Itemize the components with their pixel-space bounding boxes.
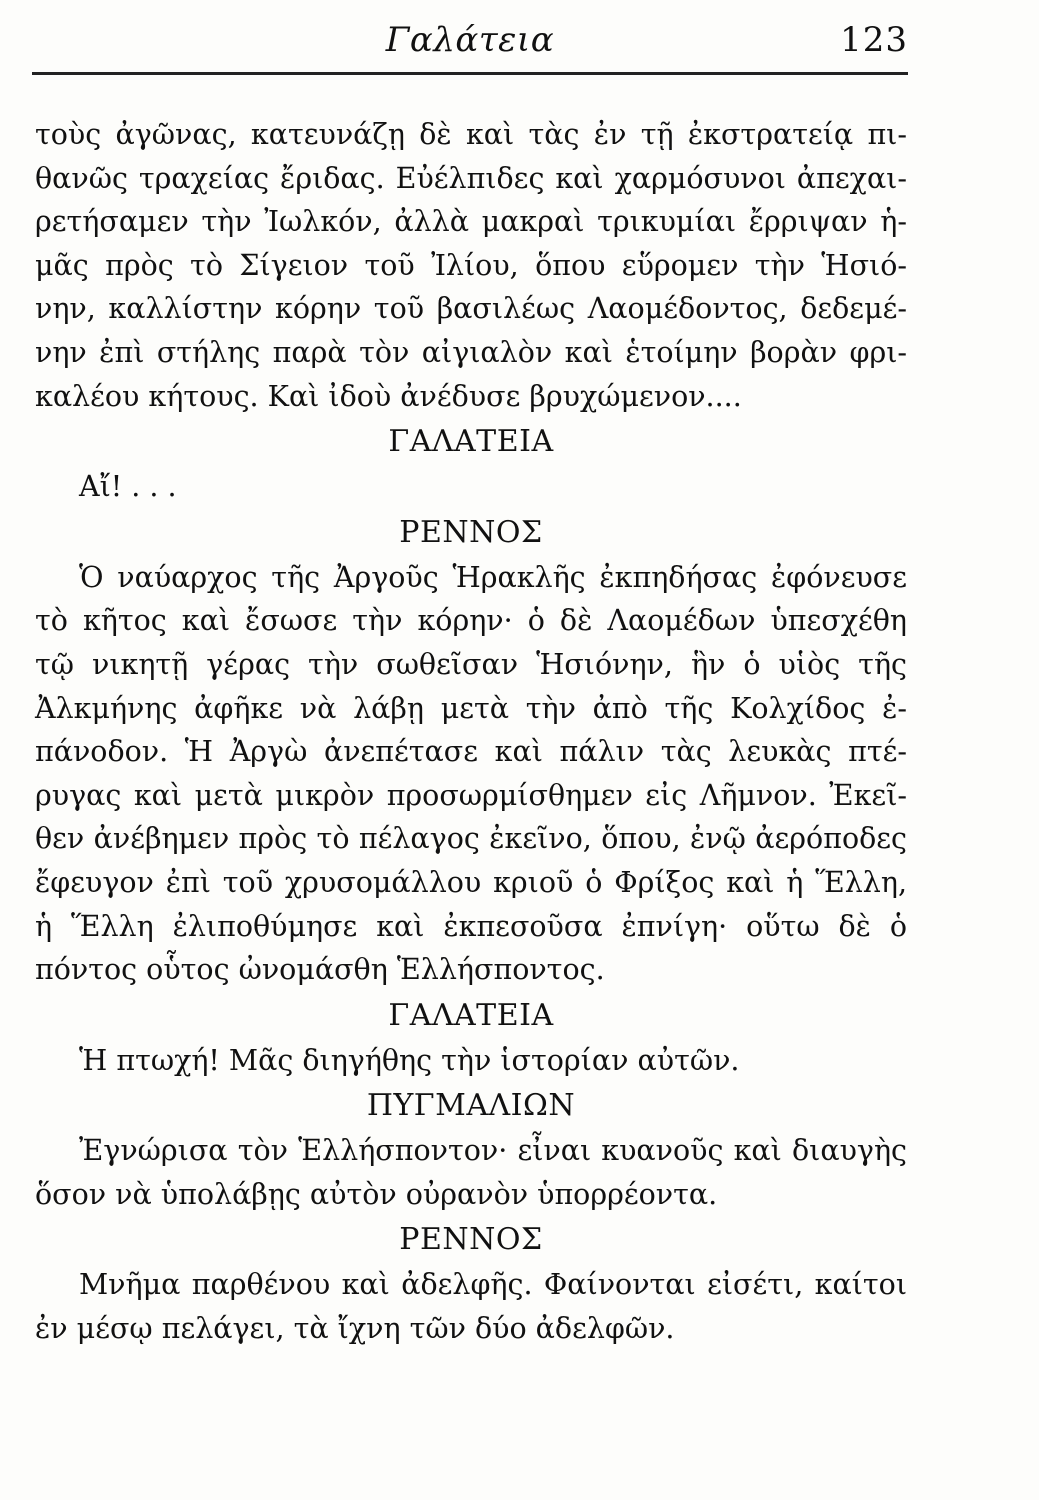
text-line: θανῶς τραχείας ἔριδας. Εὐέλπιδες καὶ χαρμόσυνοι ἀπεχαι- xyxy=(35,161,907,195)
speaker-name: ΡΕΝΝΟΣ xyxy=(399,514,543,550)
body-text xyxy=(35,113,907,1351)
speech-line: πόντος οὗτος ὠνομάσθη Ἑλλήσποντος. xyxy=(35,953,605,987)
speech-line: ἐν μέσῳ πελάγει, τὰ ἴχνη τῶν δύο ἀδελφῶν. xyxy=(35,1312,675,1346)
speech-line: Αἴ! . . . xyxy=(79,470,177,504)
text-line: τοὺς ἀγῶνας, κατευνάζῃ δὲ καὶ τὰς ἐν τῇ ἐκστρατείᾳ πι- xyxy=(35,118,907,151)
text-line: νην, καλλίστην κόρην τοῦ βασιλέως Λαομέδοντος, δεδεμέ- xyxy=(35,292,907,326)
speech-line: Ἀλκμήνης ἀφῆκε νὰ λάβῃ μετὰ τὴν ἀπὸ τῆς Κολχίδος ἐ- xyxy=(35,691,907,725)
speech-line: Μνῆμα παρθένου καὶ ἀδελφῆς. Φαίνονται εἰσέτι, καίτοι xyxy=(79,1268,907,1302)
speech-line: ρυγας καὶ μετὰ μικρὸν προσωρμίσθημεν εἰς Λῆμνον. Ἐκεῖ- xyxy=(35,778,907,812)
speech-line: ὅσον νὰ ὑπολάβῃς αὐτὸν οὐρανὸν ὑπορρέοντα. xyxy=(35,1177,718,1211)
speaker-name: ΠΥΓΜΑΛΙΩΝ xyxy=(366,1088,576,1124)
speech-galateia-2 xyxy=(35,992,907,1083)
speaker-name: ΡΕΝΝΟΣ xyxy=(399,1222,543,1258)
speech-line: Ὁ ναύαρχος τῆς Ἀργοῦς Ἡρακλῆς ἐκπηδήσας ἐφόνευσε xyxy=(79,560,907,594)
text-line: καλέου κήτους. Καὶ ἰδοὺ ἀνέδυσε βρυχώμενον.... xyxy=(35,379,742,413)
page-number: 123 xyxy=(840,20,908,60)
speech-rennos-1 xyxy=(35,509,907,992)
speech-line: Ἡ πτωχή! Μᾶς διηγήθης τὴν ἱστορίαν αὐτῶν. xyxy=(79,1043,740,1077)
speech-pygmalion xyxy=(35,1082,907,1216)
speech-line: πάνοδον. Ἡ Ἀργὼ ἀνεπέτασε καὶ πάλιν τὰς λευκὰς πτέ- xyxy=(35,735,907,769)
text-line: ρετήσαμεν τὴν Ἰωλκόν, ἀλλὰ μακραὶ τρικυμίαι ἔρριψαν ἡ- xyxy=(35,205,907,239)
running-title: Γαλάτεια xyxy=(385,20,555,60)
text-line: νην ἐπὶ στήλης παρὰ τὸν αἰγιαλὸν καὶ ἑτοίμην βορὰν φρι- xyxy=(35,335,907,369)
speech-line: Ἐγνώρισα τὸν Ἑλλήσποντον· εἶναι κυανοῦς καὶ διαυγὴς xyxy=(79,1134,907,1168)
speech-line: τὸ κῆτος καὶ ἔσωσε τὴν κόρην· ὁ δὲ Λαομέδων ὑπεσχέθη xyxy=(35,604,907,638)
speech-rennos-2 xyxy=(35,1216,907,1350)
speaker-name: ΓΑΛΑΤΕΙΑ xyxy=(388,424,554,460)
prose-paragraph xyxy=(35,113,907,418)
speech-line: θεν ἀνέβημεν πρὸς τὸ πέλαγος ἐκεῖνο, ὅπου, ἐνῷ ἀερόποδες xyxy=(35,822,907,856)
speech-line: ἡ Ἕλλη ἐλιποθύμησε καὶ ἐκπεσοῦσα ἐπνίγη· οὕτω δὲ ὁ xyxy=(35,909,907,943)
speech-line: ἔφευγον ἐπὶ τοῦ χρυσομάλλου κριοῦ ὁ Φρίξος καὶ ἡ Ἕλλη, xyxy=(35,865,907,899)
speech-galateia-1 xyxy=(35,418,907,509)
speech-line: τῷ νικητῇ γέρας τὴν σωθεῖσαν Ἡσιόνην, ἣν ὁ υἱὸς τῆς xyxy=(35,647,907,681)
header-rule xyxy=(32,72,908,75)
text-line: μᾶς πρὸς τὸ Σίγειον τοῦ Ἰλίου, ὅπου εὕρομεν τὴν Ἡσιό- xyxy=(35,248,907,282)
speaker-name: ΓΑΛΑΤΕΙΑ xyxy=(388,997,554,1033)
page-header xyxy=(32,14,908,74)
